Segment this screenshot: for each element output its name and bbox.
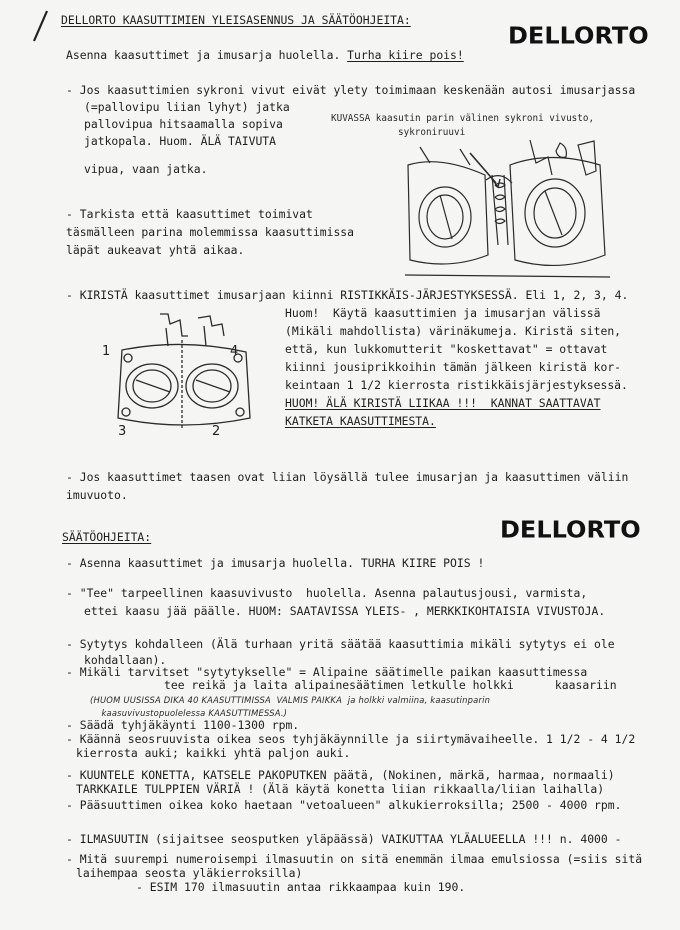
bullet4-line2: imuvuoto.: [66, 488, 128, 502]
bullet1-line3: pallovipua hitsaamalla sopiva: [84, 117, 283, 131]
tightening-order-4: 4: [230, 344, 239, 359]
s2-line-6: tee reikä ja laita alipainesäätimen letkulle holkki kaasariin: [164, 678, 617, 692]
figure1-caption-line2: sykroniruuvi: [398, 127, 466, 138]
s2-line-14: - Mitä suurempi numeroisempi ilmasuutin on sitä enemmän ilmaa emulsiossa (=siis sitä: [66, 852, 643, 866]
bullet1-line4: jatkopala. Huom. ÄLÄ TAIVUTA: [84, 134, 277, 148]
bullet3-line2: Huom! Käytä kaasuttimien ja imusarjan välissä: [285, 306, 601, 320]
section2-title: SÄÄTÖOHJEITA:: [62, 530, 152, 544]
document-title: DELLORTO KAASUTTIMIEN YLEISASENNUS JA SÄÄTÖOHJEITA:: [61, 13, 411, 27]
bullet3-line4: että, kun lukkomutterit "koskettavat" = ottavat: [285, 342, 608, 356]
bullet2-line3: läpät aukeavat yhtä aikaa.: [66, 243, 245, 257]
s2-line-16: - ESIM 170 ilmasuutin antaa rikkaampaa kuin 190.: [136, 880, 466, 894]
s2-line-9: kierrosta auki; kaikki yhtä paljon auki.: [76, 746, 351, 760]
s2-line-13: - ILMASUUTIN (sijaitsee seosputken yläpäässä) VAIKUTTAA YLÄALUEELLA !!! n. 4000 -: [66, 832, 622, 846]
s2-line-11: TARKKAILE TULPPIEN VÄRIÄ ! (Älä käytä konetta liian rikkaalla/liian laihalla): [76, 782, 605, 796]
bullet2-line1: - Tarkista että kaasuttimet toimivat: [66, 207, 313, 221]
warning-line1: HUOM! ÄLÄ KIRISTÄ LIIKAA !!! KANNAT SAATTAVAT: [285, 396, 601, 410]
s2-line-10: - KUUNTELE KONETTA, KATSELE PAKOPUTKEN päätä, (Nokinen, märkä, harmaa, normaali): [66, 768, 615, 782]
figure1-caption-line1: KUVASSA kaasutin parin välinen sykroni vivusto,: [331, 113, 595, 124]
tightening-order-1: 1: [102, 344, 111, 359]
intro-text: Asenna kaasuttimet ja imusarja huolella. Turha kiire pois!: [66, 48, 464, 62]
bullet2-line2: täsmälleen parina molemmissa kaasuttimissa: [66, 225, 355, 239]
warning-line2: KATKETA KAASUTTIMESTA.: [285, 414, 436, 428]
s2-line-1: - "Tee" tarpeellinen kaasuvivusto huolella. Asenna palautusjousi, varmista,: [66, 586, 588, 600]
bullet3-line1: - KIRISTÄ kaasuttimet imusarjaan kiinni RISTIKKÄIS-JÄRJESTYKSESSÄ. Eli 1, 2, 3, 4.: [66, 288, 629, 302]
tightening-order-2: 2: [212, 424, 221, 439]
carburetor-sync-linkage-illustration: [400, 135, 620, 285]
handwritten-note-line2: kaasuvivustopuolelessa KAASUTTIMESSA.): [90, 708, 288, 718]
bullet1-line1: - Jos kaasuttimien sykroni vivut eivät ylety toimimaan keskenään autosi imusarjassa: [66, 83, 636, 97]
s2-line-2: ettei kaasu jää päälle. HUOM: SAATAVISSA YLEIS- , MERKKIKOHTAISIA VIVUSTOJA.: [84, 604, 606, 618]
s2-line-3: - Sytytys kohdalleen (Älä turhaan yritä säätää kaasuttimia mikäli sytytys ei ole: [66, 637, 615, 651]
s2-line-8: - Käännä seosruuvista oikea seos tyhjäkäynnille ja siirtymävaiheelle. 1 1/2 - 4 1/2: [66, 732, 636, 746]
s2-line-15: laihempaa seosta yläkierroksilla): [76, 866, 303, 880]
s2-line-4: kohdallaan).: [84, 653, 167, 667]
handwritten-note-line1: (HUOM UUSISSA DIKA 40 KAASUTTIMISSA VALMIS PAIKKA ja holkki valmiina, kaasutinparin: [90, 695, 491, 705]
bullet1-line5: vipua, vaan jatka.: [84, 162, 208, 176]
dellorto-logo-2: DELLORTO: [500, 516, 641, 544]
s2-line-5: - Mikäli tarvitset "sytytykselle" = Alipaine säätimelle paikan kaasuttimessa: [66, 665, 588, 679]
tightening-order-3: 3: [118, 424, 127, 439]
s2-line-0: - Asenna kaasuttimet ja imusarja huolella. TURHA KIIRE POIS !: [66, 556, 485, 570]
carburetor-flange-tightening-illustration: [108, 310, 258, 435]
pen-stroke-mark: [30, 8, 52, 44]
s2-line-7: - Säädä tyhjäkäynti 1100-1300 rpm.: [66, 718, 300, 732]
bullet3-line3: (Mikäli mahdollista) värinäkumeja. Kiristä siten,: [285, 324, 622, 338]
bullet3-line5: kiinni jousiprikkoihin tämän jälkeen kiristä kor-: [285, 360, 622, 374]
bullet1-line2: (=pallovipu liian lyhyt) jatka: [84, 100, 290, 114]
dellorto-logo: DELLORTO: [508, 22, 649, 50]
bullet4-line1: - Jos kaasuttimet taasen ovat liian löysällä tulee imusarjan ja kaasuttimen väliin: [66, 470, 629, 484]
s2-line-12: - Pääsuuttimen oikea koko haetaan "vetoalueen" alkukierroksilla; 2500 - 4000 rpm.: [66, 798, 622, 812]
bullet3-line6: keintaan 1 1/2 kierrosta ristikkäisjärjestyksessä.: [285, 378, 628, 392]
